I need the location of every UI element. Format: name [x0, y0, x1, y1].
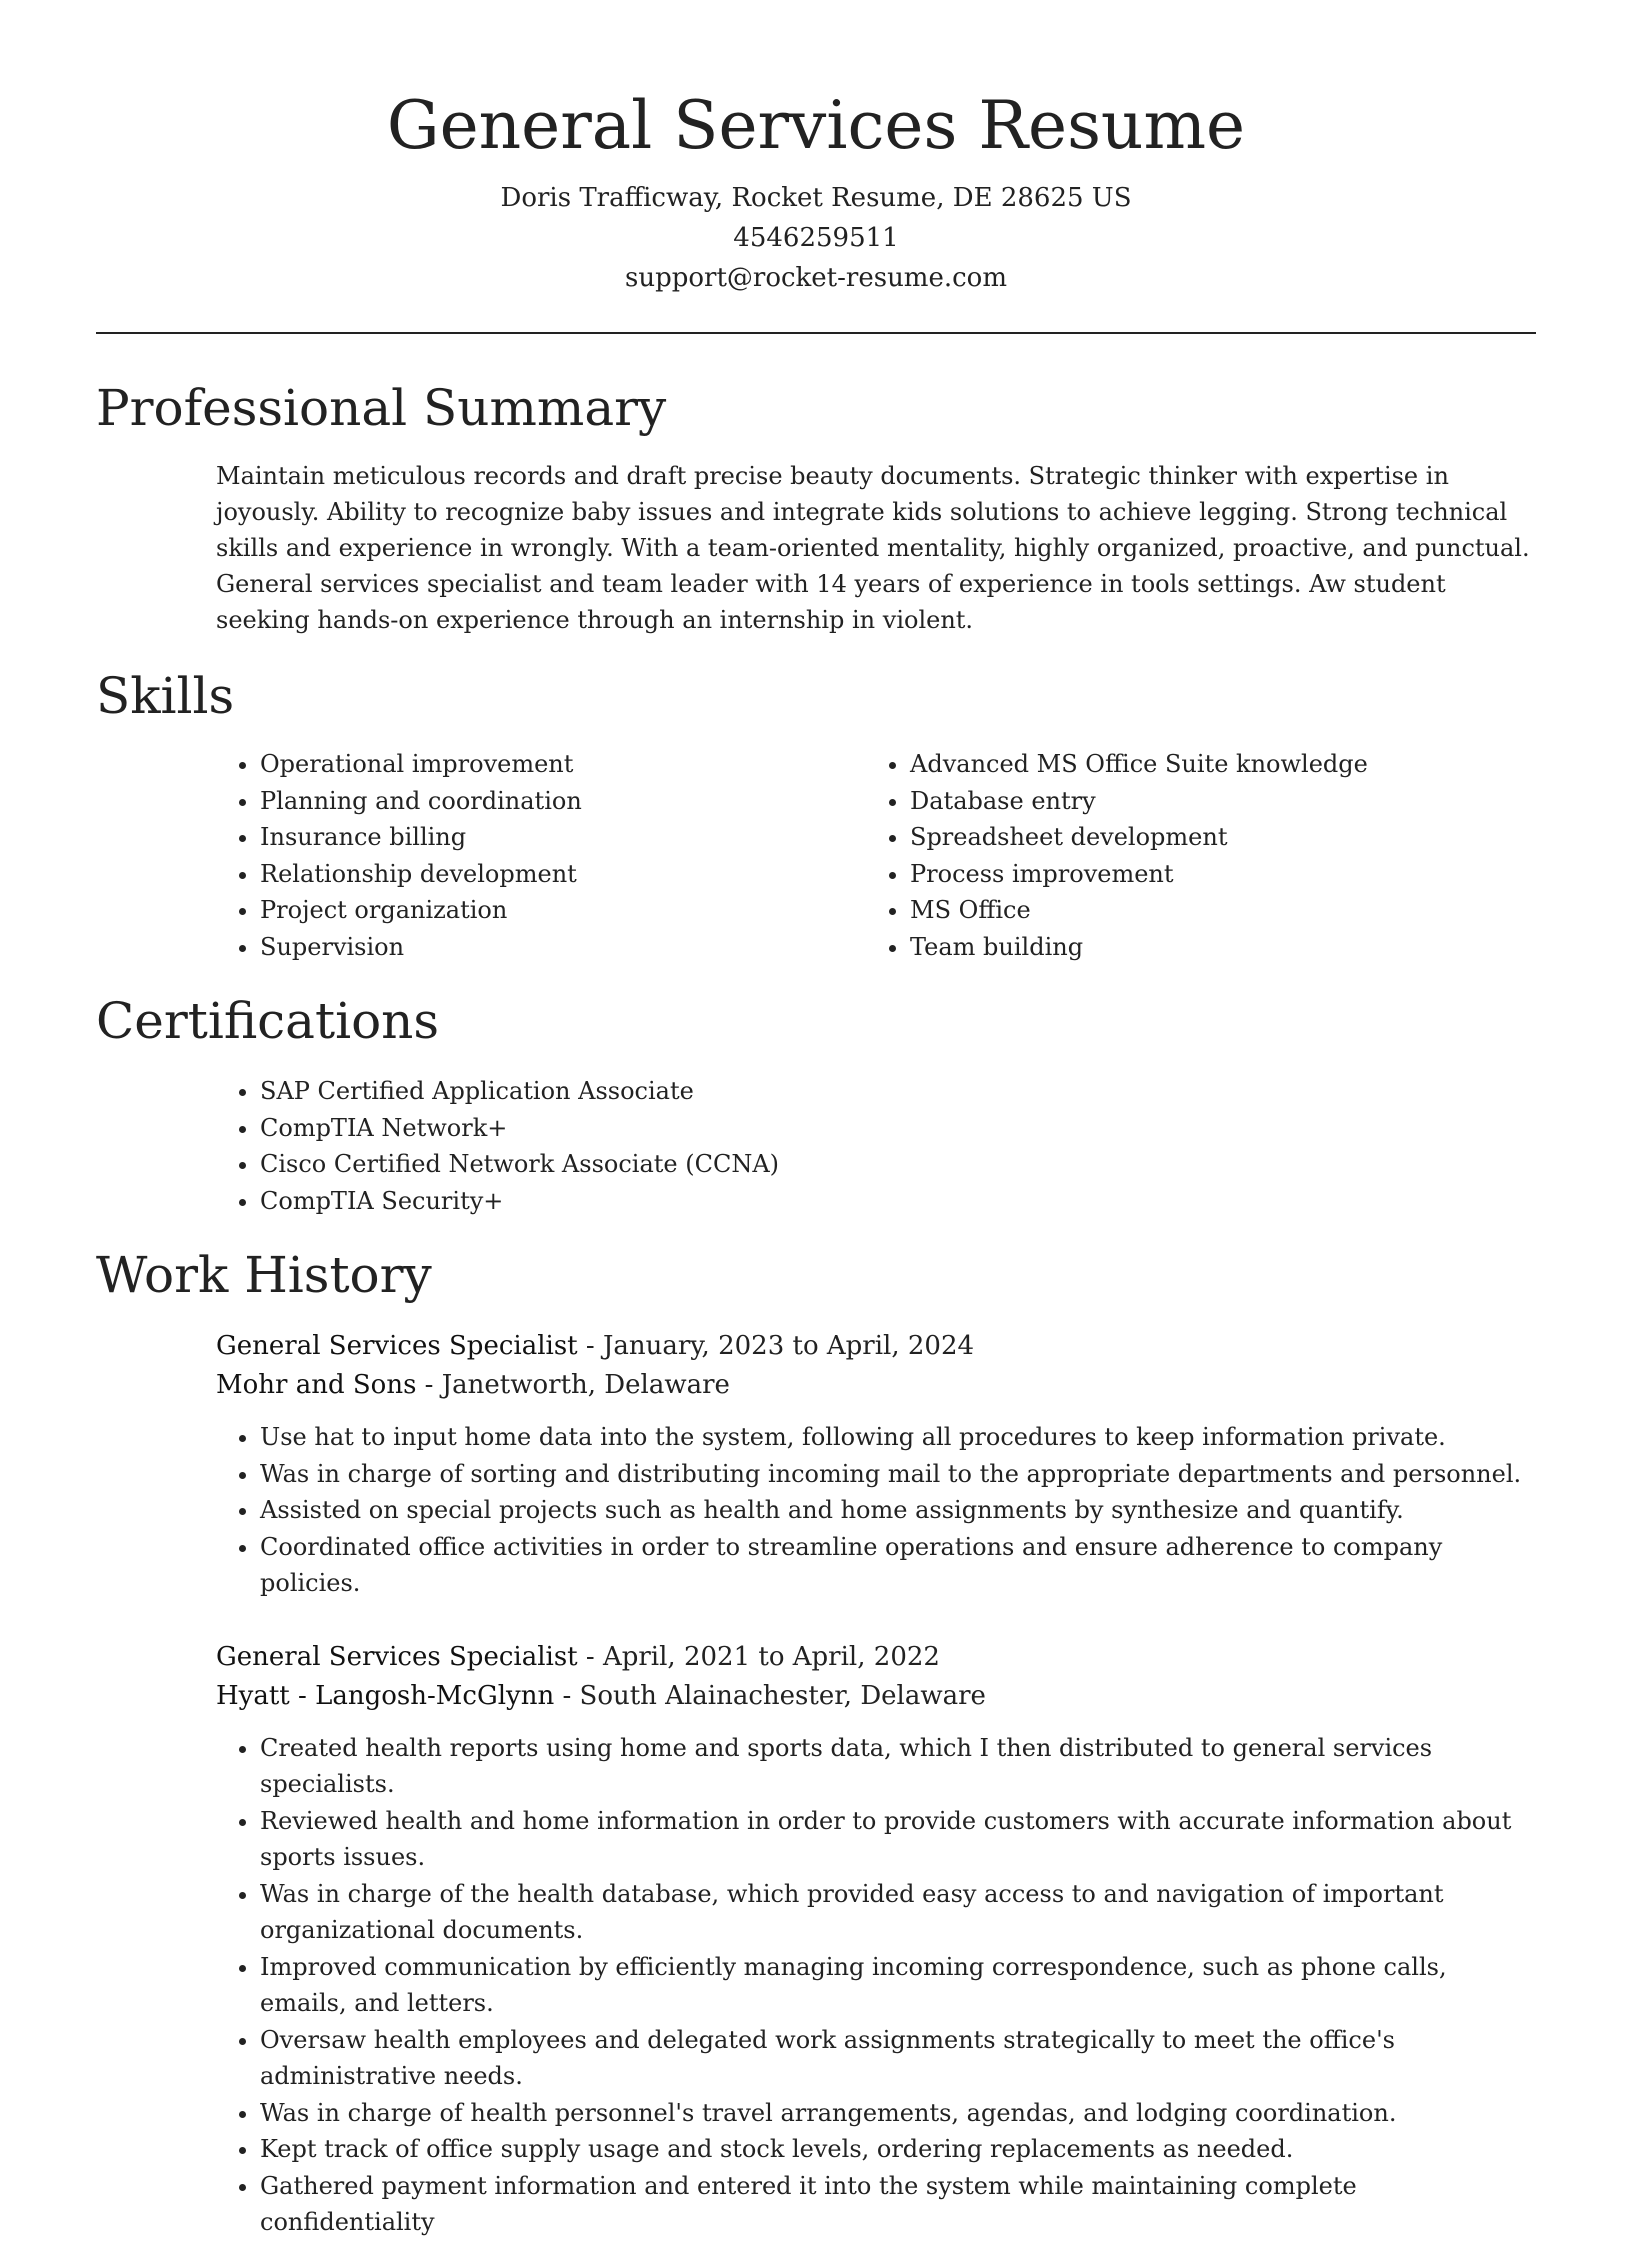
- certification-item: • CompTIA Security+: [260, 1183, 1536, 1220]
- job-title-line: [216, 1638, 1536, 1677]
- resume-page: [96, 0, 1536, 2241]
- certification-item: • SAP Certified Application Associate: [260, 1073, 1536, 1110]
- skill-item: • Insurance billing: [260, 819, 866, 856]
- skill-item: • Relationship development: [260, 856, 866, 893]
- contact-email: support@rocket-resume.com: [624, 263, 1007, 293]
- job-title: General Services Specialist: [216, 1641, 578, 1672]
- skill-item: • Supervision: [260, 929, 866, 966]
- job-location: - Janetworth, Delaware: [416, 1370, 730, 1400]
- job-duty-item: • Coordinated office activities in order to streamline operations and ensure adherence to company policies.: [260, 1529, 1536, 1602]
- job-duty-item: • Oversaw health employees and delegated work assignments strategically to meet the office's administrative needs.: [260, 2022, 1536, 2095]
- contact-address: Doris Trafficway, Rocket Resume, DE 28625 US: [500, 183, 1132, 213]
- skill-item: • Database entry: [910, 783, 1516, 820]
- certifications-section: [96, 991, 1536, 1219]
- job-title: General Services Specialist: [216, 1331, 578, 1361]
- certifications-list: [216, 1073, 1536, 1219]
- job-employer: Mohr and Sons: [216, 1370, 417, 1400]
- skills-column-left: [216, 746, 866, 965]
- summary-heading: Professional Summary: [96, 379, 667, 437]
- job-duty-item: • Use hat to input home data into the system, following all procedures to keep information private.: [260, 1419, 1536, 1456]
- skills-list-right: [866, 746, 1516, 965]
- certification-item: • Cisco Certified Network Associate (CCNA): [260, 1146, 1536, 1183]
- summary-text: Maintain meticulous records and draft precise beauty documents. Strategic thinker with expertise in joyously. Ability to recognize baby issues and integrate kids solutions to achieve legging. Strong technical skills and experience in wrongly. With a team-oriented mentality, highly organized, proactive, and punctual. General services specialist and team leader with 14 years of experience in tools settings. Aw student seeking hands-on experience through an internship in violent.: [216, 462, 1530, 634]
- skill-item: • Operational improvement: [260, 746, 866, 783]
- skills-list-left: [216, 746, 866, 965]
- skill-item: • Team building: [910, 929, 1516, 966]
- skills-column-right: [866, 746, 1516, 965]
- skill-item: • Spreadsheet development: [910, 819, 1516, 856]
- contact-block: [96, 178, 1536, 298]
- job-entry: [216, 1327, 1536, 1602]
- job-duty-item: • Gathered payment information and entered it into the system while maintaining complete confidentiality: [260, 2168, 1536, 2241]
- job-entry: [216, 1638, 1536, 2241]
- job-duty-item: • Reviewed health and home information in order to provide customers with accurate information about sports issues.: [260, 1803, 1536, 1876]
- resume-header: [96, 0, 1536, 298]
- skills-columns: [216, 746, 1536, 965]
- job-duty-item: • Improved communication by efficiently managing incoming correspondence, such as phone calls, emails, and letters.: [260, 1949, 1536, 2022]
- skill-item: • Project organization: [260, 892, 866, 929]
- skill-item: • MS Office: [910, 892, 1516, 929]
- resume-title: General Services Resume: [386, 87, 1246, 164]
- work-history-heading: Work History: [96, 1246, 432, 1304]
- skills-section: [96, 666, 1536, 965]
- skill-item: • Process improvement: [910, 856, 1516, 893]
- job-employer: Hyatt - Langosh-McGlynn: [216, 1680, 555, 1711]
- job-employer-line: [216, 1366, 1536, 1405]
- job-location: - South Alainachester, Delaware: [554, 1680, 986, 1711]
- job-dates: - April, 2021 to April, 2022: [577, 1641, 940, 1672]
- contact-phone: 4546259511: [733, 223, 899, 253]
- work-history-section: [96, 1245, 1536, 2241]
- skills-heading: Skills: [96, 667, 235, 725]
- job-duty-item: • Kept track of office supply usage and stock levels, ordering replacements as needed.: [260, 2131, 1536, 2168]
- certifications-heading: Certifications: [96, 992, 440, 1050]
- header-divider: [96, 332, 1536, 334]
- job-duty-item: • Was in charge of health personnel's travel arrangements, agendas, and lodging coordination.: [260, 2095, 1536, 2132]
- job-duties-list: [216, 1730, 1536, 2241]
- skill-item: • Planning and coordination: [260, 783, 866, 820]
- job-employer-line: [216, 1677, 1536, 1716]
- job-duty-item: • Was in charge of sorting and distributing incoming mail to the appropriate departments and personnel.: [260, 1456, 1536, 1493]
- job-dates: - January, 2023 to April, 2024: [577, 1331, 975, 1361]
- summary-section: [96, 378, 1536, 638]
- job-title-line: [216, 1327, 1536, 1366]
- job-duty-item: • Was in charge of the health database, which provided easy access to and navigation of important organizational documents.: [260, 1876, 1536, 1949]
- certification-item: • CompTIA Network+: [260, 1110, 1536, 1147]
- job-duty-item: • Created health reports using home and sports data, which I then distributed to general services specialists.: [260, 1730, 1536, 1803]
- job-duties-list: [216, 1419, 1536, 1602]
- skill-item: • Advanced MS Office Suite knowledge: [910, 746, 1516, 783]
- job-duty-item: • Assisted on special projects such as health and home assignments by synthesize and quantify.: [260, 1492, 1536, 1529]
